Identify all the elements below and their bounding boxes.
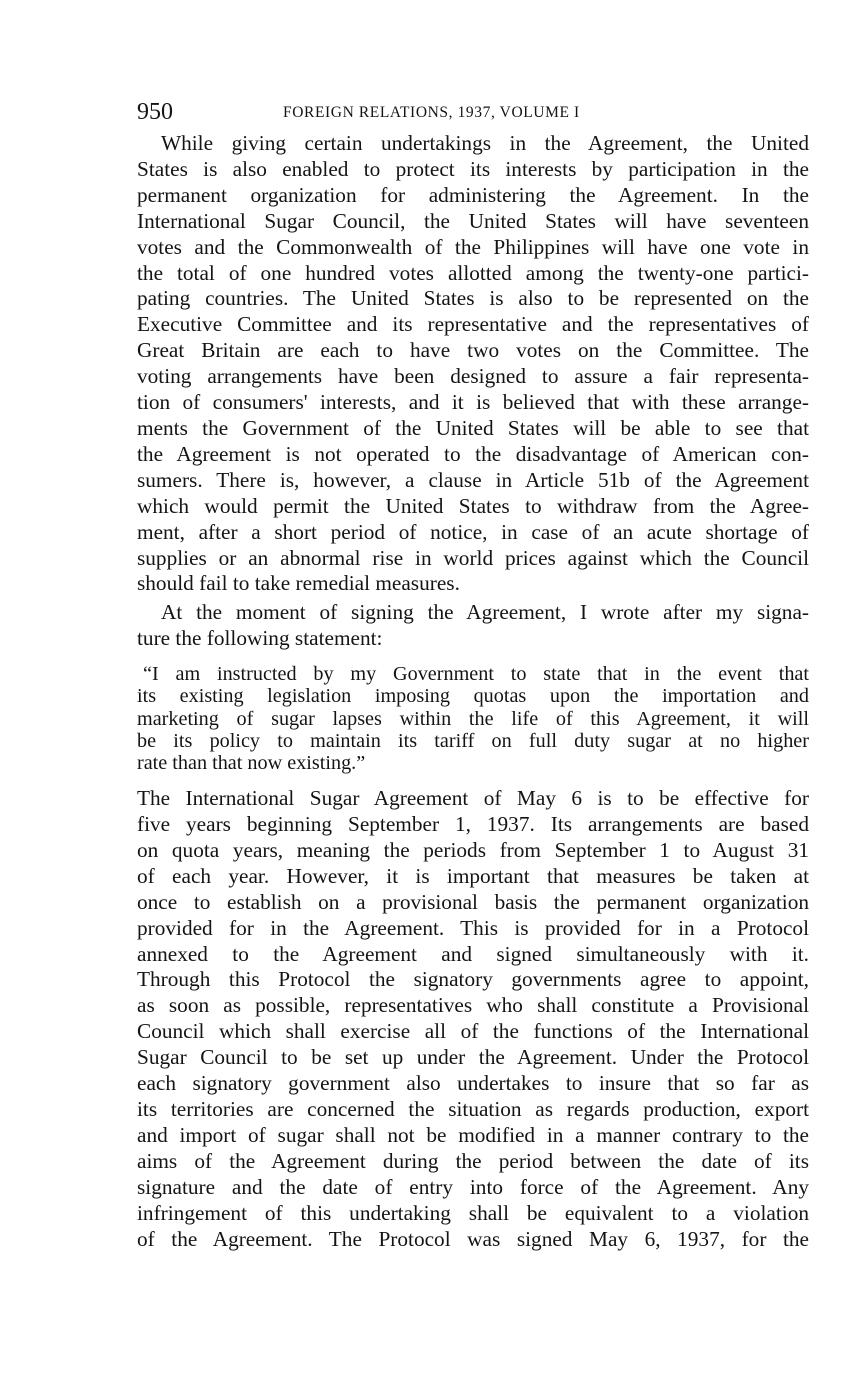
page-number: 950 — [137, 99, 173, 125]
text-line: sumers. There is, however, a clause in Article 51b of the Agreement — [137, 467, 809, 492]
text-line: on quota years, meaning the periods from September 1 to August 31 — [137, 837, 809, 862]
text-line: should fail to take remedial measures. — [137, 571, 460, 596]
text-line: supplies or an abnormal rise in world prices against which the Council — [137, 545, 809, 570]
quote-line: be its policy to maintain its tariff on full duty sugar at no higher — [137, 729, 809, 752]
text-line: of the Agreement. The Protocol was signed May 6, 1937, for the — [137, 1226, 809, 1251]
text-line: which would permit the United States to withdraw from the Agree- — [137, 493, 809, 518]
running-head: FOREIGN RELATIONS, 1937, VOLUME I — [283, 104, 580, 121]
quote-line: its existing legislation imposing quotas upon the importation and — [137, 685, 809, 708]
text-line: signature and the date of entry into force of the Agreement. Any — [137, 1174, 809, 1199]
text-line: provided for in the Agreement. This is provided for in a Protocol — [137, 915, 809, 940]
page-header — [137, 97, 809, 131]
paragraph-1 — [137, 131, 809, 597]
quote-line: rate than that now existing.” — [137, 751, 366, 774]
text-line: five years beginning September 1, 1937. Its arrangements are based — [137, 812, 809, 837]
text-line: The International Sugar Agreement of May 6 is to be effective for — [137, 786, 809, 811]
text-line: once to establish on a provisional basis the permanent organization — [137, 889, 809, 914]
text-line: its territories are concerned the situation as regards production, export — [137, 1097, 809, 1122]
text-line: ments the Government of the United States will be able to see that — [137, 415, 809, 440]
text-line: tion of consumers' interests, and it is believed that with these arrange- — [137, 390, 809, 415]
text-line: the Agreement is not operated to the disadvantage of American con- — [137, 441, 809, 466]
text-line: ment, after a short period of notice, in case of an acute shortage of — [137, 519, 809, 544]
text-line: States is also enabled to protect its interests by participation in the — [137, 156, 809, 181]
text-line: aims of the Agreement during the period between the date of its — [137, 1148, 809, 1173]
text-line: as soon as possible, representatives who shall constitute a Provisional — [137, 993, 809, 1018]
text-line: and import of sugar shall not be modified in a manner contrary to the — [137, 1122, 809, 1147]
paragraph-3 — [137, 786, 809, 1252]
text-line: each signatory government also undertakes to insure that so far as — [137, 1071, 809, 1096]
text-line: pating countries. The United States is also to be represented on the — [137, 286, 809, 311]
text-line: ture the following statement: — [137, 626, 383, 651]
body-text — [137, 131, 809, 1252]
text-line: Through this Protocol the signatory governments agree to appoint, — [137, 967, 809, 992]
block-quote — [137, 663, 809, 774]
document-page — [137, 97, 809, 1252]
quote-line: “I am instructed by my Government to state that in the event that — [143, 663, 809, 686]
text-line: Great Britain are each to have two votes on the Committee. The — [137, 338, 809, 363]
text-line: International Sugar Council, the United States will have seventeen — [137, 208, 809, 233]
text-line: of each year. However, it is important that measures be taken at — [137, 863, 809, 888]
text-line: permanent organization for administering the Agreement. In the — [137, 182, 809, 207]
text-line: voting arrangements have been designed to assure a fair representa- — [137, 364, 809, 389]
text-line: Sugar Council to be set up under the Agreement. Under the Protocol — [137, 1045, 809, 1070]
quote-line: marketing of sugar lapses within the life of this Agreement, it will — [137, 707, 809, 730]
text-line: the total of one hundred votes allotted among the twenty-one partici- — [137, 260, 809, 285]
text-line: infringement of this undertaking shall be equivalent to a violation — [137, 1200, 809, 1225]
text-line: Council which shall exercise all of the functions of the International — [137, 1019, 809, 1044]
text-line: While giving certain undertakings in the Agreement, the United — [161, 131, 809, 155]
text-line: At the moment of signing the Agreement, I wrote after my signa- — [161, 600, 809, 625]
paragraph-2 — [137, 600, 809, 652]
text-line: Executive Committee and its representative and the representatives of — [137, 312, 809, 337]
text-line: annexed to the Agreement and signed simultaneously with it. — [137, 941, 809, 966]
text-line: votes and the Commonwealth of the Philippines will have one vote in — [137, 234, 809, 259]
